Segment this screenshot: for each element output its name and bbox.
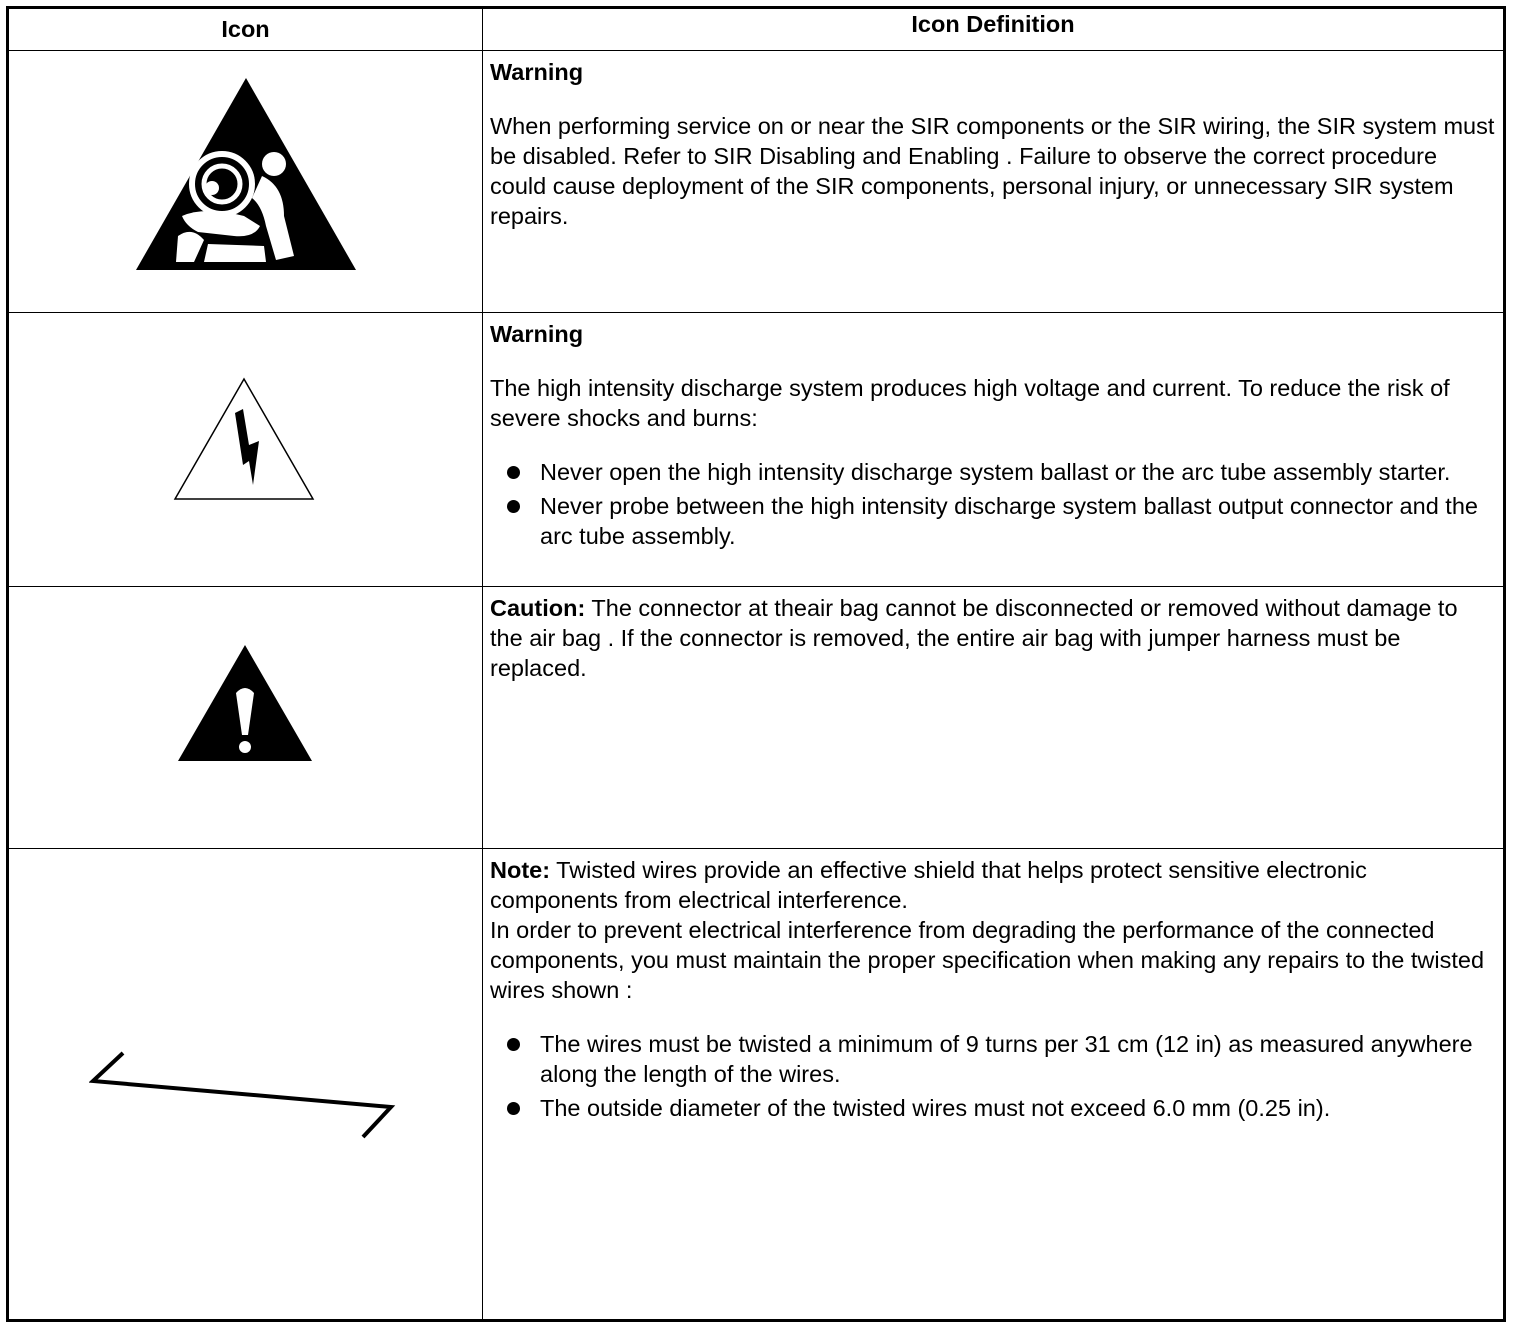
definition-cell xyxy=(483,51,1503,312)
icon-definition-table xyxy=(6,6,1506,1322)
notice-label: Caution: xyxy=(490,595,586,621)
header-definition-cell xyxy=(483,9,1503,50)
list-item: Never open the high intensity discharge system ballast or the arc tube assembly starter. xyxy=(490,457,1495,487)
notice-body: The connector at theair bag cannot be disconnected or removed without damage to the air bag . If the connector is removed, the entire air bag with jumper harness must be replaced. xyxy=(490,595,1458,681)
icon-cell xyxy=(9,849,483,1319)
header-icon-label: Icon xyxy=(221,16,270,42)
notice-text: When performing service on or near the SIR components or the SIR wiring, the SIR system must be disabled. Refer to SIR Disabling and Enabling . Failure to observe the correct procedure could cause deployment of the SIR components, personal injury, or unnecessary SIR system repairs. xyxy=(490,113,1495,229)
notice-label: Warning xyxy=(490,59,584,85)
header-definition-label: Icon Definition xyxy=(911,11,1075,37)
definition-cell xyxy=(483,849,1503,1319)
notice-text: The high intensity discharge system produces high voltage and current. To reduce the risk of severe shocks and burns: xyxy=(490,375,1450,431)
twisted-wires-icon xyxy=(89,1049,399,1141)
notice-label: Note: xyxy=(490,857,551,883)
high-voltage-warning-icon xyxy=(173,377,315,501)
notice-label: Warning xyxy=(490,321,584,347)
table-row xyxy=(9,51,1503,313)
caution-exclamation-icon xyxy=(176,643,314,763)
icon-cell xyxy=(9,313,483,586)
sir-airbag-warning-icon xyxy=(134,76,358,272)
notice-text xyxy=(490,593,1495,683)
icon-cell xyxy=(9,587,483,848)
definition-cell xyxy=(483,313,1503,586)
list-item: The outside diameter of the twisted wires must not exceed 6.0 mm (0.25 in). xyxy=(490,1093,1495,1123)
table-row xyxy=(9,313,1503,587)
bullet-list xyxy=(490,1029,1495,1123)
table-row xyxy=(9,849,1503,1319)
table-header-row xyxy=(9,9,1503,51)
list-item: The wires must be twisted a minimum of 9 turns per 31 cm (12 in) as measured anywhere along the length of the wires. xyxy=(490,1029,1495,1089)
notice-text-2: In order to prevent electrical interference from degrading the performance of the connected components, you must maintain the proper specification when making any repairs to the twisted wires shown : xyxy=(490,917,1485,1003)
list-item: Never probe between the high intensity discharge system ballast output connector and the arc tube assembly. xyxy=(490,491,1495,551)
notice-body: Twisted wires provide an effective shield that helps protect sensitive electronic components from electrical interference. xyxy=(490,857,1367,913)
table-row xyxy=(9,587,1503,849)
definition-cell xyxy=(483,587,1503,848)
bullet-list xyxy=(490,457,1495,551)
notice-text xyxy=(490,855,1495,915)
icon-cell xyxy=(9,51,483,312)
header-icon-cell xyxy=(9,9,483,50)
